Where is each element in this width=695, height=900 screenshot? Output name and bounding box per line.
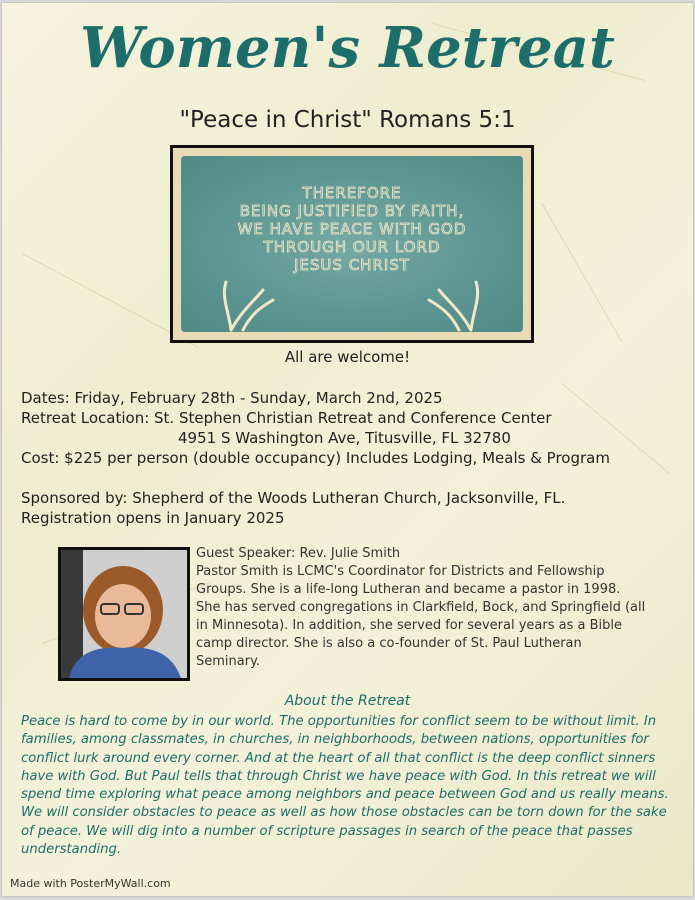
about-body: Peace is hard to come by in our world. The opportunities for conflict seem to be without limit. In families, among classmates, in churches, in neighborhoods, between nations, opportunities for conflict lurk around every corner. And at the heart of all that conflict is the deep conflict sinners have with God. But Paul tells that through Christ we have peace with God. In this retreat we will spend time exploring what peace among neighbors and peace between God and us really means. We will consider obstacles to peace as well as how those obstacles can be torn down for the sake of peace. We will dig into a number of scripture passages in search of the peace that passes understanding.: [21, 714, 669, 858]
verse-line: JESUS CHRIST: [294, 256, 410, 274]
dates-text: Dates: Friday, February 28th - Sunday, March 2nd, 2025: [21, 389, 443, 407]
poster: [2, 3, 693, 896]
verse-line: THEREFORE: [302, 184, 402, 202]
speaker-heading: Guest Speaker: Rev. Julie Smith: [196, 546, 401, 561]
speaker-bio: Pastor Smith is LCMC's Coordinator for Districts and Fellowship Groups. She is a life-long Lutheran and became a pastor in 1998. She has served congregations in Clarkfield, Bock, and Springfield (all in Minnesota). In addition, she served for several years as a Bible camp director. She is also a co-founder of St. Paul Lutheran Seminary.: [196, 564, 646, 669]
footer-credit: Made with PosterMyWall.com: [10, 877, 171, 890]
location-text: Retreat Location: St. Stephen Christian Retreat and Conference Center: [21, 409, 552, 427]
speaker-photo: [58, 547, 190, 681]
verse-line: BEING JUSTIFIED BY FAITH,: [239, 202, 465, 220]
about-title: About the Retreat: [284, 693, 411, 709]
verse-panel: [181, 156, 523, 332]
cost-text: Cost: $225 per person (double occupancy) Includes Lodging, Meals & Program: [21, 449, 610, 467]
registration-text: Registration opens in January 2025: [21, 509, 285, 527]
praying-hands-icon: [181, 252, 521, 332]
welcome-text: All are welcome!: [284, 348, 411, 366]
speaker-info: [196, 545, 646, 671]
poster-title: Women's Retreat: [80, 15, 615, 81]
verse-line: THROUGH OUR LORD: [263, 238, 441, 256]
verse-line: WE HAVE PEACE WITH GOD: [237, 220, 467, 238]
poster-subtitle: "Peace in Christ" Romans 5:1: [179, 107, 516, 133]
address-text: 4951 S Washington Ave, Titusville, FL 32780: [178, 429, 511, 447]
verse-image: [170, 145, 534, 343]
sponsor-text: Sponsored by: Shepherd of the Woods Lutheran Church, Jacksonville, FL.: [21, 489, 566, 507]
